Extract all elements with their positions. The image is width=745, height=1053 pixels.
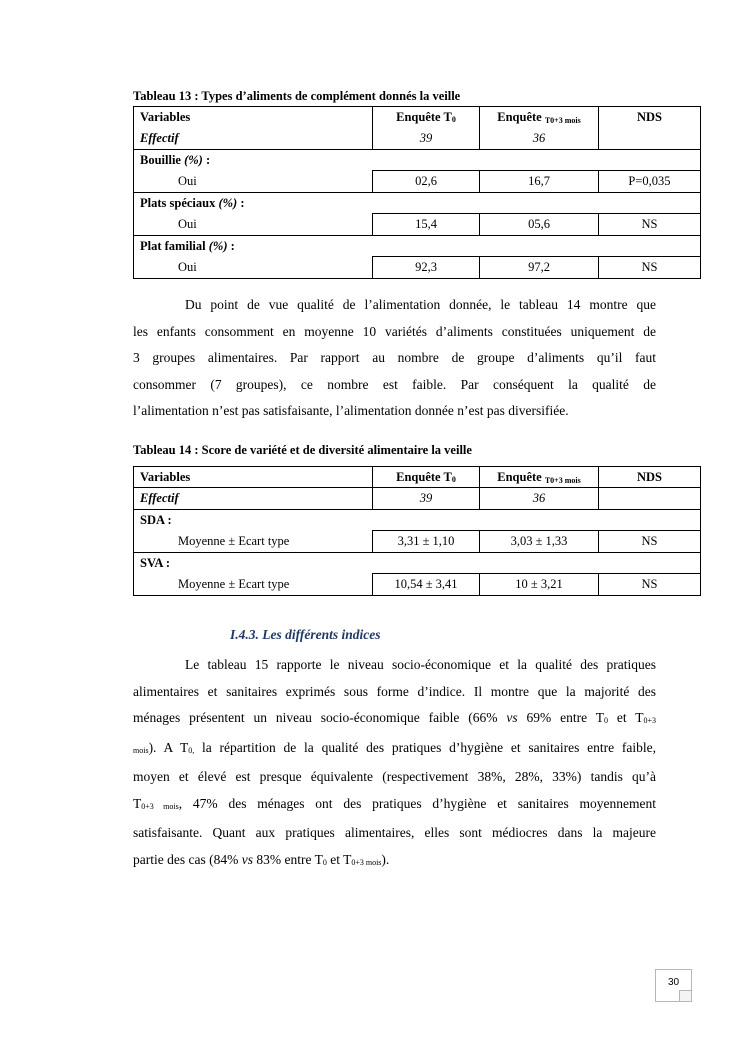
table13-header-t0: Enquête T0 xyxy=(373,107,480,128)
table14-row-label: Moyenne ± Ecart type xyxy=(134,531,373,553)
table13-cell-t3: 05,6 xyxy=(480,214,599,236)
paragraph-line: T0+3 mois, 47% des ménages ont des pratiques d’hygiène et sanitaires moyennement xyxy=(133,795,656,811)
table13-cell-t0: 15,4 xyxy=(373,214,480,236)
table14-cell-t3: 3,03 ± 1,33 xyxy=(480,531,599,553)
paragraph-line: Du point de vue qualité de l’alimentation donnée, le tableau 14 montre que xyxy=(185,297,656,312)
table14-group-title: SVA : xyxy=(134,553,701,574)
table14-cell-t0: 10,54 ± 3,41 xyxy=(373,574,480,596)
paragraph-line: 3 groupes alimentaires. Par rapport au nombre de groupe d’aliments qu’il faut xyxy=(133,350,656,365)
table14-cell-t3: 10 ± 3,21 xyxy=(480,574,599,596)
paragraph-line: mois). A T0, la répartition de la qualité des pratiques d’hygiène et sanitaires entre faible, xyxy=(133,739,656,755)
paragraph-line: satisfaisante. Quant aux pratiques alimentaires, elles sont médiocres dans la majeure xyxy=(133,825,656,840)
table14-cell-nds: NS xyxy=(599,574,701,596)
paragraph-line: partie des cas (84% vs 83% entre T0 et T0+3 mois). xyxy=(133,851,390,867)
table13 xyxy=(133,106,701,279)
table13-group-title: Bouillie (%) : xyxy=(134,150,701,171)
table14-cell-t0: 3,31 ± 1,10 xyxy=(373,531,480,553)
table14-group-title: SDA : xyxy=(134,510,701,531)
table13-group-title: Plats spéciaux (%) : xyxy=(134,193,701,214)
table13-cell-nds: P=0,035 xyxy=(599,171,701,193)
paragraph-line: moyen et élevé est presque équivalente (respectivement 38%, 28%, 33%) tandis qu’à xyxy=(133,769,656,784)
table13-row-label: Oui xyxy=(134,214,373,236)
table13-cell-t3: 16,7 xyxy=(480,171,599,193)
paragraph-diet-quality xyxy=(133,292,656,425)
table14-header-t3: Enquête T0+3 mois xyxy=(480,467,599,488)
table13-row-label: Oui xyxy=(134,257,373,279)
table13-effectif-t0: 39 xyxy=(373,128,480,150)
table13-header-t3: Enquête T0+3 mois xyxy=(480,107,599,128)
table14-effectif-t3: 36 xyxy=(480,488,599,510)
table14-caption: Tableau 14 : Score de variété et de diversité alimentaire la veille xyxy=(133,443,472,457)
table13-header-nds: NDS xyxy=(599,107,701,128)
table14-header-nds: NDS xyxy=(599,467,701,488)
table13-effectif-label: Effectif xyxy=(134,128,373,150)
paragraph-indices xyxy=(133,652,656,876)
table13-cell-t0: 02,6 xyxy=(373,171,480,193)
table13-cell-t3: 97,2 xyxy=(480,257,599,279)
table14 xyxy=(133,466,701,596)
table13-cell-nds: NS xyxy=(599,214,701,236)
paragraph-line: l’alimentation n’est pas satisfaisante, l’alimentation donnée n’est pas diversifiée. xyxy=(133,403,569,418)
table13-caption: Tableau 13 : Types d’aliments de complément donnés la veille xyxy=(133,89,461,103)
page-number: 30 xyxy=(655,969,692,1002)
paragraph-line: consommer (7 groupes), ce nombre est faible. Par conséquent la qualité de xyxy=(133,376,656,392)
table14-cell-nds: NS xyxy=(599,531,701,553)
table13-effectif-t3: 36 xyxy=(480,128,599,150)
table14-header-variables: Variables xyxy=(134,467,373,488)
paragraph-line: Le tableau 15 rapporte le niveau socio-économique et la qualité des pratiques xyxy=(185,657,656,672)
paragraph-line: alimentaires et sanitaires exprimés sous forme d’indice. Il montre que la majorité des xyxy=(133,683,656,699)
table14-effectif-label: Effectif xyxy=(134,488,373,510)
table13-header-variables: Variables xyxy=(134,107,373,128)
paragraph-line: ménages présentent un niveau socio-économique faible (66% vs 69% entre T0 et T0+3 xyxy=(133,710,656,725)
table14-row-label: Moyenne ± Ecart type xyxy=(134,574,373,596)
page-corner-fold xyxy=(679,990,691,1001)
table14-effectif-t0: 39 xyxy=(373,488,480,510)
table14-header-t0: Enquête T0 xyxy=(373,467,480,488)
table13-cell-t0: 92,3 xyxy=(373,257,480,279)
table13-row-label: Oui xyxy=(134,171,373,193)
paragraph-line: les enfants consomment en moyenne 10 variétés d’aliments constituées uniquement de xyxy=(133,323,656,339)
table13-group-title: Plat familial (%) : xyxy=(134,236,701,257)
table13-cell-nds: NS xyxy=(599,257,701,279)
section-heading: I.4.3. Les différents indices xyxy=(230,627,381,642)
